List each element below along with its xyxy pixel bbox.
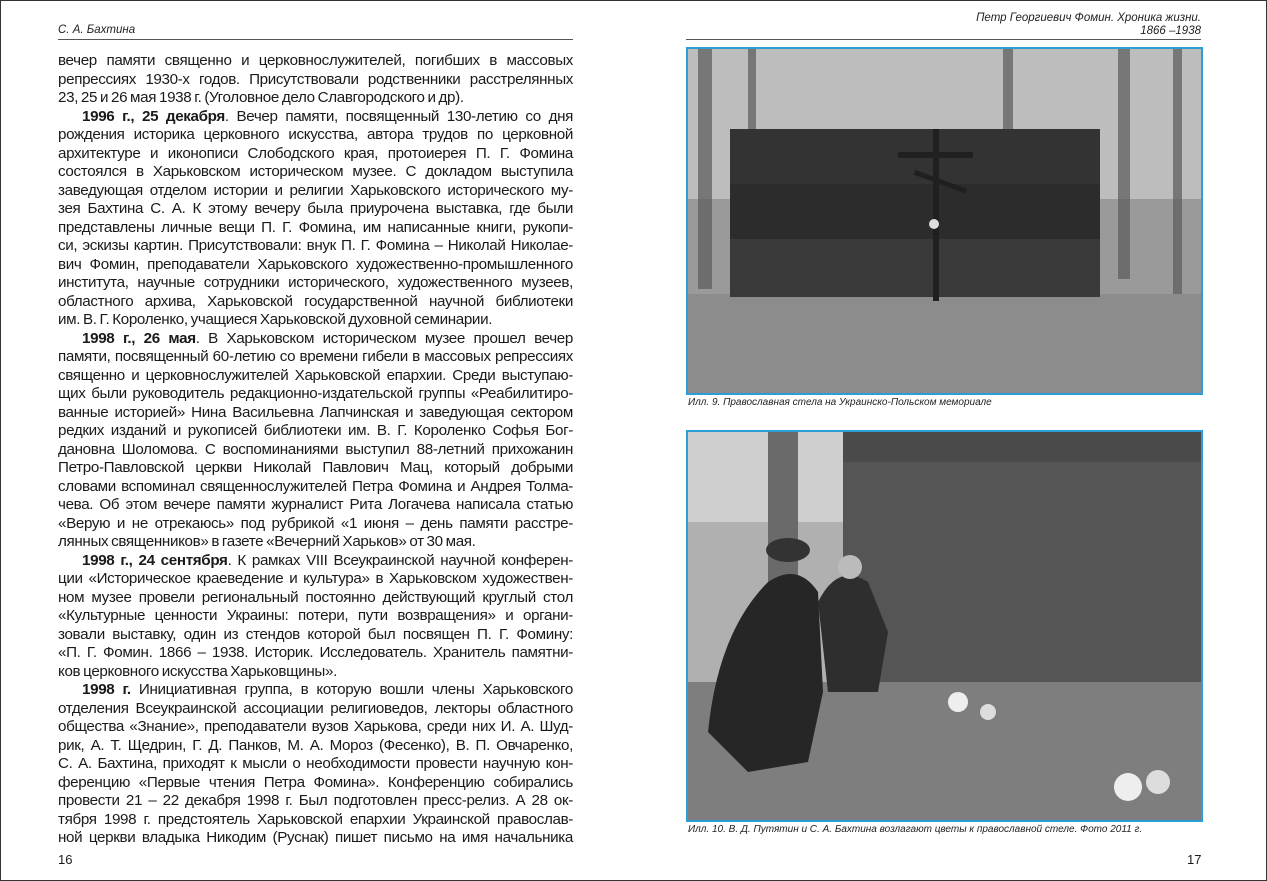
line-text: тября 1998 г. предстоятель Харьковской епархии Украинской православ- bbox=[58, 810, 573, 828]
line-text: «Культурные ценности Украины: потери, пути возвращения» и органи- bbox=[58, 607, 573, 624]
text-line bbox=[58, 330, 573, 349]
text-line bbox=[58, 811, 573, 830]
date-heading: 1998 г. bbox=[82, 681, 131, 698]
text-line bbox=[58, 681, 573, 700]
text-line bbox=[58, 71, 573, 90]
line-text: памяти, посвященный 60-летию со времени гибели в массовых репрессиях bbox=[58, 348, 573, 365]
line-text: ков церковного искусства Харьковщины». bbox=[58, 662, 337, 680]
figure-10-caption: Илл. 10. В. Д. Путятин и С. А. Бахтина возлагают цветы к православной стеле. Фото 2011 г. bbox=[688, 824, 1143, 835]
line-text: словами вспоминал священнослужителей Петра Фомина и Андрея Толма- bbox=[58, 477, 573, 495]
line-text: ванные историей» Нина Васильевна Лапчинская и заведующая сектором bbox=[58, 403, 573, 421]
running-head-title: Петр Георгиевич Фомин. Хроника жизни. bbox=[976, 12, 1201, 24]
text-line bbox=[58, 237, 573, 256]
line-text: . К рамках VIII Всеукраинской научной конферен- bbox=[227, 551, 573, 569]
text-line bbox=[58, 496, 573, 515]
text-line bbox=[58, 700, 573, 719]
line-text: вич Фомин, преподаватели Харьковского художественно-промышленного bbox=[58, 255, 573, 273]
page-number-left: 16 bbox=[58, 852, 73, 867]
line-text: си, эскизы картин. Присутствовали: внук П. Г. Фомина – Николай Николае- bbox=[58, 237, 573, 254]
line-text: 23, 25 и 26 мая 1938 г. (Уголовное дело Славгородского и др). bbox=[58, 89, 464, 106]
text-line bbox=[58, 792, 573, 811]
text-line bbox=[58, 182, 573, 201]
line-text: архитектуре и иконописи Слободского края, протоиерея П. Г. Фомина bbox=[58, 144, 573, 162]
text-line bbox=[58, 718, 573, 737]
figure-9-caption: Илл. 9. Православная стела на Украинско-Польском мемориале bbox=[688, 397, 992, 408]
line-text: лянных священников» в газете «Вечерний Харьков» от 30 мая. bbox=[58, 533, 476, 550]
line-text: рик, А. Т. Щедрин, Г. Д. Панков, М. А. Мороз (Фесенко), В. П. Овчаренко, bbox=[58, 736, 573, 754]
left-page-text bbox=[58, 52, 573, 848]
line-text: института, научные сотрудники исторического, художественного музеев, bbox=[58, 274, 573, 291]
text-line bbox=[58, 459, 573, 478]
text-line bbox=[58, 774, 573, 793]
text-line bbox=[58, 626, 573, 645]
date-heading: 1996 г., 25 декабря bbox=[82, 107, 225, 125]
text-line bbox=[58, 293, 573, 312]
text-line bbox=[58, 829, 573, 848]
text-line bbox=[58, 89, 573, 108]
text-line bbox=[58, 274, 573, 293]
line-text: Инициативная группа, в которую вошли члены Харьковского bbox=[130, 681, 573, 698]
text-line bbox=[58, 478, 573, 497]
text-line bbox=[58, 311, 573, 330]
line-text: священно и церковнослужителей Харьковской епархии. Среди выступаю- bbox=[58, 366, 573, 384]
page-number-right: 17 bbox=[1187, 852, 1202, 867]
text-line bbox=[58, 533, 573, 552]
date-heading: 1998 г., 24 сентября bbox=[82, 551, 228, 569]
text-line bbox=[58, 52, 573, 71]
line-text: общества «Знание», преподаватели вузов Харькова, среди них И. А. Шуд- bbox=[58, 718, 573, 735]
line-text: С. А. Бахтина, приходят к мысли о необходимости провести научную кон- bbox=[58, 755, 573, 772]
text-line bbox=[58, 145, 573, 164]
line-text: зовали выставку, один из стендов которой был посвящен П. Г. Фомину: bbox=[58, 625, 573, 643]
header-rule-right bbox=[686, 39, 1201, 40]
line-text: чева. Об этом вечере памяти журналист Рита Логачева написала статью bbox=[58, 496, 573, 513]
text-line bbox=[58, 108, 573, 127]
line-text: им. В. Г. Короленко, учащиеся Харьковской духовной семинарии. bbox=[58, 311, 493, 328]
text-line bbox=[58, 589, 573, 608]
line-text: провести 21 – 22 декабря 1998 г. Был подготовлен пресс-релиз. А 28 ок- bbox=[58, 792, 573, 809]
line-text: репрессиях 1930-х годов. Присутствовали родственники расстрелянных bbox=[58, 70, 573, 88]
line-text: щих были руководитель редакционно-издательской группы «Реабилитиро- bbox=[58, 385, 573, 402]
line-text: . В Харьковском историческом музее прошел вечер bbox=[195, 329, 573, 347]
text-line bbox=[58, 441, 573, 460]
text-line bbox=[58, 515, 573, 534]
line-text: состоялся в Харьковском историческом музее. С докладом выступила bbox=[58, 163, 573, 180]
line-text: ции «Историческое краеведение и культура» в Харьковском художествен- bbox=[58, 570, 573, 587]
running-head-left: С. А. Бахтина bbox=[58, 24, 136, 36]
line-text: отделения Всеукраинской ассоциации религиоведов, лекторы областного bbox=[58, 699, 573, 717]
text-line bbox=[58, 404, 573, 423]
text-line bbox=[58, 200, 573, 219]
line-text: ференцию «Первые чтения Петра Фомина». Конференцию собирались bbox=[58, 773, 573, 791]
text-line bbox=[58, 163, 573, 182]
line-text: . Вечер памяти, посвященный 130-летию со дня bbox=[224, 107, 573, 125]
line-text: «Верую и не отрекаюсь» под рубрикой «1 июня – день памяти расстре- bbox=[58, 514, 573, 532]
text-line bbox=[58, 348, 573, 367]
line-text: зея Бахтина С. А. К этому вечеру была приурочена выставка, где были bbox=[58, 200, 573, 217]
text-line bbox=[58, 644, 573, 663]
date-heading: 1998 г., 26 мая bbox=[82, 329, 196, 347]
line-text: редких изданий и рукописей библиотеки им. В. Г. Короленко Софья Бог- bbox=[58, 422, 573, 439]
text-line bbox=[58, 126, 573, 145]
running-head-right bbox=[976, 12, 1201, 38]
text-line bbox=[58, 219, 573, 238]
text-line bbox=[58, 607, 573, 626]
header-rule-left bbox=[58, 39, 573, 40]
line-text: «П. Г. Фомин. 1866 – 1938. Историк. Исследователь. Хранитель памятни- bbox=[58, 644, 573, 661]
text-line bbox=[58, 570, 573, 589]
line-text: рождения историка церковного искусства, автора трудов по церковной bbox=[58, 126, 573, 143]
text-line bbox=[58, 552, 573, 571]
text-line bbox=[58, 367, 573, 386]
line-text: представлены личные вещи П. Г. Фомина, им написанные книги, рукопи- bbox=[58, 218, 573, 236]
figure-10-photo bbox=[686, 430, 1203, 822]
text-line bbox=[58, 385, 573, 404]
line-text: дановна Шоломова. С воспоминаниями выступил 88-летний прихожанин bbox=[58, 440, 573, 458]
line-text: ной церкви владыка Никодим (Руснак) пишет письмо на имя начальника bbox=[58, 829, 573, 846]
figure-9-photo bbox=[686, 47, 1203, 395]
text-line bbox=[58, 422, 573, 441]
line-text: заведующая отделом истории и религии Харьковского исторического му- bbox=[58, 181, 573, 199]
text-line bbox=[58, 755, 573, 774]
text-line bbox=[58, 663, 573, 682]
text-line bbox=[58, 256, 573, 275]
running-head-years: 1866 –1938 bbox=[1140, 25, 1201, 37]
line-text: ном музее провели региональный постоянно действующий круглый стол bbox=[58, 588, 573, 606]
line-text: вечер памяти священно и церковнослужителей, погибших в массовых bbox=[58, 52, 573, 69]
line-text: Петро-Павловской церкви Николай Павлович Мац, который добрыми bbox=[58, 459, 573, 476]
line-text: областного архива, Харьковской государственной научной библиотеки bbox=[58, 292, 573, 310]
text-line bbox=[58, 737, 573, 756]
